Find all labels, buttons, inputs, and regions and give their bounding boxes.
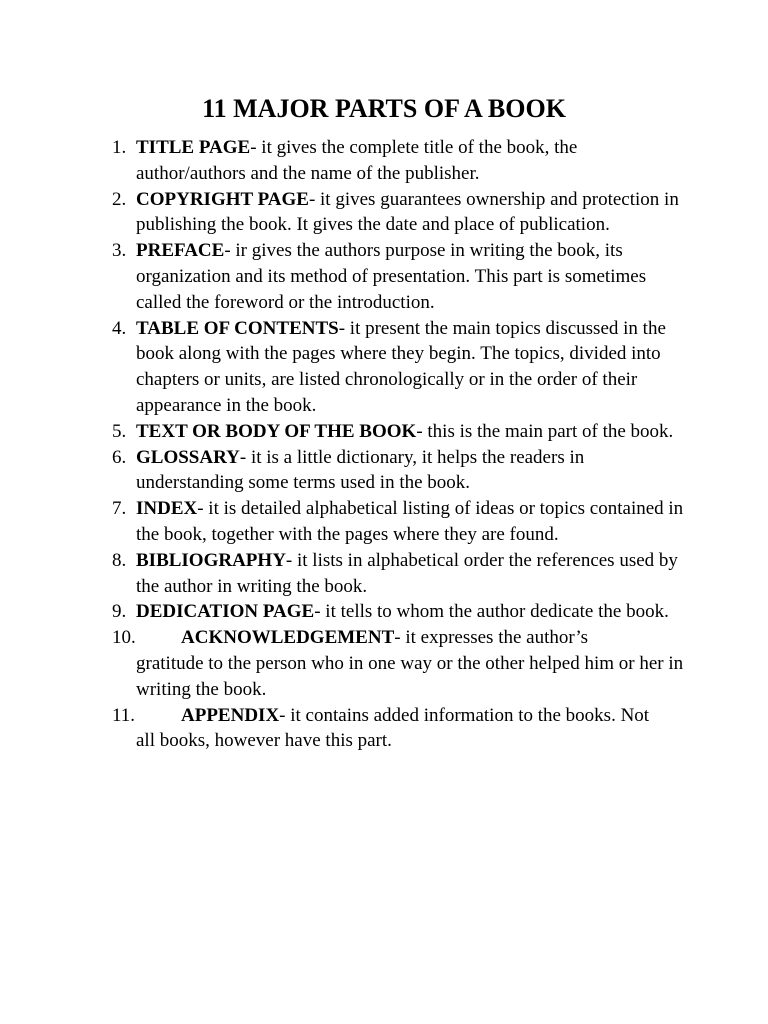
list-item (0, 316, 768, 419)
item-number: 5. (112, 420, 127, 442)
item-term: BIBLIOGRAPHY (136, 549, 286, 571)
item-description: - it is detailed alphabetical listing of ideas or topics contained in the book, together with the pages where they are found. (136, 498, 684, 545)
item-term: APPENDIX (181, 704, 280, 726)
item-description: - it is a little dictionary, it helps the readers in understanding some terms used in the book. (136, 446, 585, 494)
item-description-continued: all books, however have this part. (136, 730, 392, 752)
item-first-line (0, 703, 688, 729)
item-number: 3. (112, 240, 127, 262)
item-number: 9. (112, 601, 127, 623)
item-term: GLOSSARY (136, 446, 240, 468)
item-description: - it present the main topics discussed in the book along with the pages where they begin. The topics, divided into chapters or units, are listed chronologically or in the order of their appearance in the book. (136, 317, 666, 416)
item-number: 4. (112, 317, 127, 339)
list-item (0, 496, 768, 548)
item-term: TEXT OR BODY OF THE BOOK (136, 420, 417, 442)
item-number: 7. (112, 498, 127, 520)
item-description: - it expresses the author’s (394, 627, 589, 649)
list-item (0, 548, 768, 600)
item-description: - it contains added information to the books. Not (279, 704, 650, 726)
item-first-line (0, 625, 688, 651)
list-item (0, 238, 768, 315)
item-number: 10. (112, 627, 136, 649)
item-description: - it lists in alphabetical order the references used by the author in writing the book. (136, 549, 678, 597)
list-item (0, 599, 768, 625)
item-term: PREFACE (136, 240, 225, 262)
item-number: 8. (112, 549, 127, 571)
item-term: TITLE PAGE (136, 137, 251, 158)
item-number: 11. (112, 704, 136, 726)
item-term: INDEX (136, 498, 198, 520)
item-number: 1. (112, 137, 127, 158)
item-number: 2. (112, 188, 127, 210)
list-item (0, 135, 768, 187)
list-item (0, 703, 768, 755)
parts-list (0, 135, 768, 754)
list-item (0, 419, 768, 445)
item-description: - this is the main part of the book. (416, 420, 674, 442)
item-description: - it tells to whom the author dedicate the book. (314, 601, 669, 623)
item-number: 6. (112, 446, 127, 468)
item-description-continued: gratitude to the person who in one way or the other helped him or her in writing the book. (136, 652, 684, 700)
page-title: 11 MAJOR PARTS OF A BOOK (202, 94, 566, 123)
item-term: DEDICATION PAGE (136, 601, 315, 623)
list-item (0, 625, 768, 702)
item-description: - it gives the complete title of the book, the author/authors and the name of the publisher. (136, 137, 578, 184)
item-description: - ir gives the authors purpose in writing the book, its organization and its method of presentation. This part is sometimes called the foreword or the introduction. (136, 240, 647, 313)
item-description: - it gives guarantees ownership and protection in publishing the book. It gives the date and place of publication. (136, 188, 679, 236)
item-term: TABLE OF CONTENTS (136, 317, 339, 339)
list-item (0, 445, 768, 497)
list-item (0, 187, 768, 239)
item-term: COPYRIGHT PAGE (136, 188, 309, 210)
item-term: ACKNOWLEDGEMENT (181, 627, 395, 649)
